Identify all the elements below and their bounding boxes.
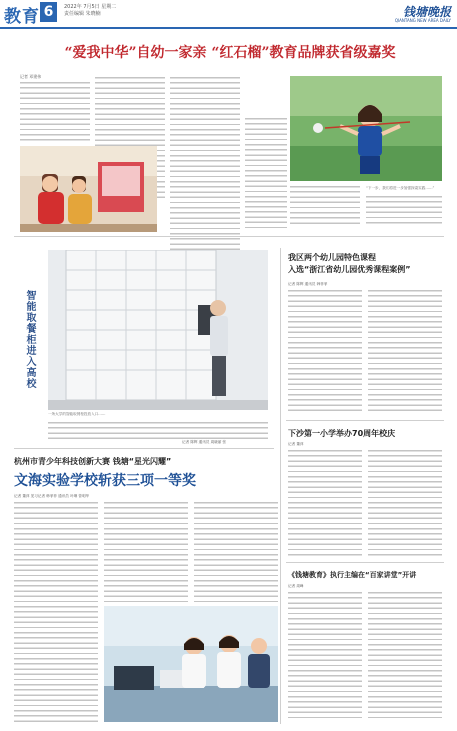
girl-photo-graphic <box>290 76 442 181</box>
article2-photo-caption: 一所大学的智能取餐柜投放入口…… <box>48 412 106 416</box>
article1-photo-girl <box>290 76 442 181</box>
article1-body-col6 <box>366 196 442 226</box>
newspaper-logo: 钱塘晚报 <box>402 5 451 19</box>
article3-photo-lab <box>104 606 278 722</box>
article1-byline: 记者 邓建伟 <box>20 74 42 79</box>
article5-byline: 记者 董萍 <box>288 442 304 446</box>
page-number: 6 <box>40 2 57 22</box>
article2-caption-body <box>48 422 268 440</box>
article3-body-col1 <box>14 502 98 722</box>
article4-body-col2 <box>368 290 442 415</box>
article4-headline-line2: 入选“浙江省幼儿园优秀课程案例” <box>288 265 411 274</box>
children-photo-graphic <box>20 146 157 232</box>
section-divider-3 <box>286 420 444 421</box>
section-divider-2 <box>14 448 274 449</box>
article1-headline: “爱我中华”自幼一家亲 “红石榴”教育品牌获省级嘉奖 <box>64 45 396 61</box>
article3-body-col2 <box>104 502 188 602</box>
issue-date: 2022年 7月5日 星期二 责任编辑 朱晓楠 <box>64 4 117 17</box>
section-divider-1 <box>14 236 444 237</box>
article1-body-col1 <box>20 82 90 142</box>
article1-photo-caption: “下一步，我们将进一步加强探索实践……” <box>366 186 435 190</box>
article1-photo-children <box>20 146 157 232</box>
article6-headline: 《钱塘教育》执行主编在“百家讲堂”开讲 <box>288 571 417 579</box>
article5-body-col2 <box>368 450 442 558</box>
article4-byline: 记者 陈辉 通讯员 韩菲菲 <box>288 282 328 286</box>
article6-body-col1 <box>288 592 362 722</box>
article3-body-col3 <box>194 502 278 602</box>
header-rule <box>0 27 457 29</box>
page-header <box>0 0 457 30</box>
article3-headline: 文海实验学校斩获三项一等奖 <box>14 473 196 489</box>
article5-body-col1 <box>288 450 362 558</box>
article6-body-col2 <box>368 592 442 722</box>
newspaper-logo-subtitle: QIANTANG NEW AREA DAILY <box>394 18 451 23</box>
lab-photo-graphic <box>104 606 278 722</box>
article2-byline: 记者 陈辉 通讯员 周晓丽 张 <box>182 440 227 444</box>
article1-body-col3 <box>170 77 240 277</box>
article1-body-col7 <box>245 206 287 228</box>
article4-body-col1 <box>288 290 362 415</box>
article1-body-col5 <box>290 186 360 226</box>
column-divider <box>280 248 281 724</box>
section-divider-4 <box>286 562 444 563</box>
article2-photo-lockers <box>48 250 268 410</box>
article6-byline: 记者 周峰 <box>288 584 304 588</box>
article3-kicker: 杭州市青少年科技创新大赛 钱塘“星光闪耀” <box>14 457 172 466</box>
article3-byline: 记者 董萍 见习记者 韩菲菲 通讯员 叶琳 曾明华 <box>14 494 90 498</box>
article1-body-col4 <box>245 118 287 203</box>
section-title: 教育 <box>4 7 40 27</box>
article2-headline: 智能取餐柜进入高校 <box>24 290 35 389</box>
article5-headline: 下沙第一小学举办70周年校庆 <box>288 429 396 438</box>
lockers-photo-graphic <box>48 250 268 410</box>
article4-headline-line1: 我区两个幼儿园特色课程 <box>288 253 376 262</box>
